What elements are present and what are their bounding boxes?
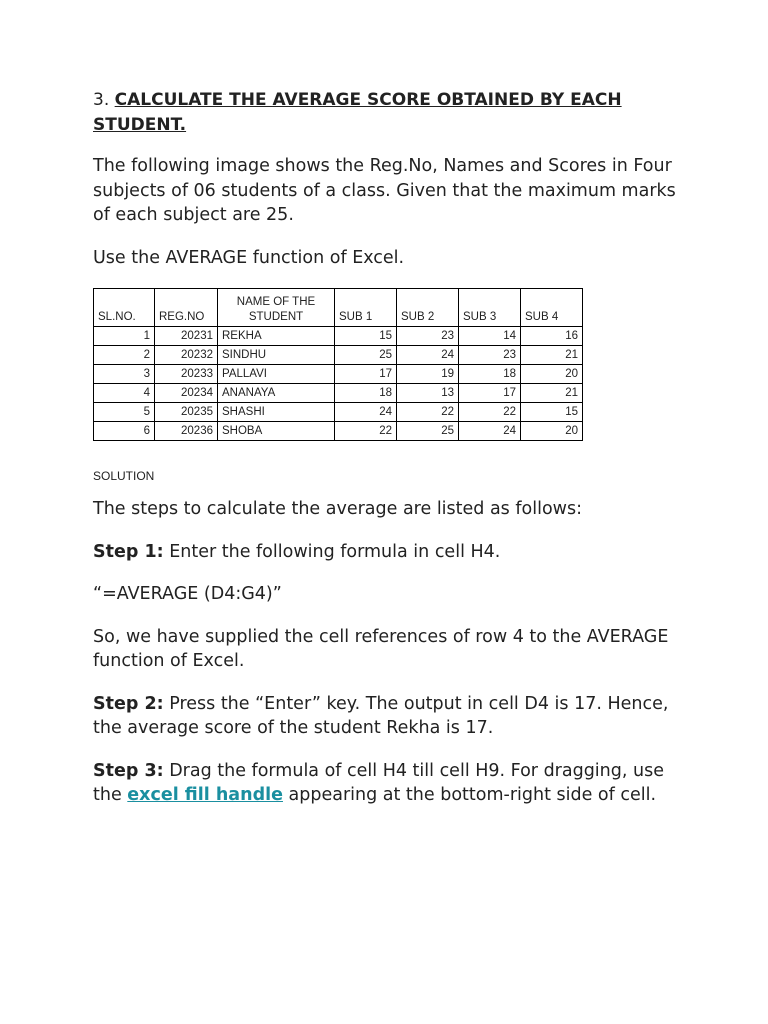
step-2-label: Step 2: — [93, 693, 164, 714]
table-cell: 24 — [335, 403, 397, 422]
table-cell: 20231 — [155, 327, 218, 346]
header-cell: SUB 4 — [521, 289, 583, 327]
table-cell: 20234 — [155, 384, 218, 403]
instruction-paragraph: Use the AVERAGE function of Excel. — [93, 247, 405, 268]
header-cell: SL.NO. — [94, 289, 155, 327]
table-cell: 1 — [94, 327, 155, 346]
table-cell: 3 — [94, 365, 155, 384]
table-cell: 22 — [397, 403, 459, 422]
table-cell: 24 — [397, 346, 459, 365]
table-cell: 21 — [521, 384, 583, 403]
table-row — [94, 327, 583, 346]
excel-fill-handle-link[interactable]: excel fill handle — [127, 785, 283, 805]
table-cell: 18 — [335, 384, 397, 403]
table-cell: 18 — [459, 365, 521, 384]
steps-intro: The steps to calculate the average are listed as follows: — [93, 499, 582, 519]
table-cell: 20 — [521, 365, 583, 384]
table-cell: ANANAYA — [218, 384, 335, 403]
header-cell: SUB 1 — [335, 289, 397, 327]
table-cell: SINDHU — [218, 346, 335, 365]
header-cell: REG.NO — [155, 289, 218, 327]
table-cell: 6 — [94, 422, 155, 441]
table-cell: 17 — [459, 384, 521, 403]
step-3-label: Step 3: — [93, 760, 164, 781]
table-cell: 15 — [521, 403, 583, 422]
table-cell: SHOBA — [218, 422, 335, 441]
table-cell: 5 — [94, 403, 155, 422]
table-cell: 22 — [459, 403, 521, 422]
table-cell: 24 — [459, 422, 521, 441]
table-cell: 25 — [335, 346, 397, 365]
student-scores-table — [93, 288, 583, 441]
step-3-text-before: Drag the formula of cell H4 till cell H9. For dragging, use the — [93, 760, 664, 805]
table-cell: 19 — [397, 365, 459, 384]
table-row — [94, 384, 583, 403]
table-cell: 15 — [335, 327, 397, 346]
table-cell: 20236 — [155, 422, 218, 441]
table-header-row — [94, 289, 583, 327]
table-body — [94, 327, 583, 441]
header-cell: NAME OF THE STUDENT — [218, 289, 335, 327]
question-heading — [93, 88, 693, 138]
table-cell: 22 — [335, 422, 397, 441]
table-row — [94, 422, 583, 441]
header-cell: SUB 2 — [397, 289, 459, 327]
table-cell: SHASHI — [218, 403, 335, 422]
step-1-label: Step 1: — [93, 541, 164, 562]
step-1-text: Enter the following formula in cell H4. — [163, 541, 501, 562]
table-cell: 23 — [397, 327, 459, 346]
table-cell: 17 — [335, 365, 397, 384]
table-cell: 16 — [521, 327, 583, 346]
header-cell: SUB 3 — [459, 289, 521, 327]
table-cell: 2 — [94, 346, 155, 365]
table-cell: 21 — [521, 346, 583, 365]
table-cell: 23 — [459, 346, 521, 365]
step-3 — [93, 759, 693, 808]
table-row — [94, 365, 583, 384]
table-cell: REKHA — [218, 327, 335, 346]
table-cell: PALLAVI — [218, 365, 335, 384]
step-1 — [93, 540, 693, 565]
step-3-text-after: appearing at the bottom-right side of cell. — [282, 785, 657, 805]
intro-paragraph: The following image shows the Reg.No, Names and Scores in Four subjects of 06 students of a class. Given that the maximum marks of each subject are 25. — [93, 156, 676, 225]
table-row — [94, 403, 583, 422]
explanation-paragraph: So, we have supplied the cell references of row 4 to the AVERAGE function of Excel. — [93, 626, 669, 671]
table-cell: 20232 — [155, 346, 218, 365]
table-cell: 14 — [459, 327, 521, 346]
step-2 — [93, 692, 693, 741]
document-page — [93, 88, 693, 826]
table-cell: 25 — [397, 422, 459, 441]
table-row — [94, 346, 583, 365]
table-cell: 20235 — [155, 403, 218, 422]
question-title: CALCULATE THE AVERAGE SCORE OBTAINED BY EACH STUDENT. — [93, 90, 622, 135]
table-cell: 13 — [397, 384, 459, 403]
table-cell: 4 — [94, 384, 155, 403]
step-2-text: Press the “Enter” key. The output in cell D4 is 17. Hence, the average score of the student Rekha is 17. — [93, 693, 669, 738]
question-number: 3. — [93, 90, 110, 110]
formula-text: “=AVERAGE (D4:G4)” — [93, 584, 282, 604]
table-cell: 20233 — [155, 365, 218, 384]
solution-label: SOLUTION — [93, 469, 155, 483]
table-cell: 20 — [521, 422, 583, 441]
